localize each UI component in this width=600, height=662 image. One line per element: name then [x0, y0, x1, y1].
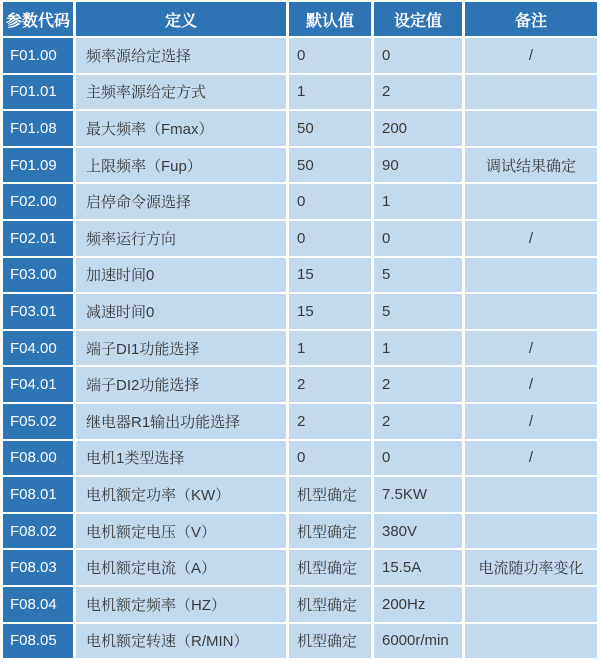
default-value-cell: 机型确定: [289, 587, 371, 622]
param-code-cell: F01.09: [3, 148, 73, 183]
table-row: [3, 404, 597, 439]
default-value-cell: 15: [289, 294, 371, 329]
default-value-cell: 0: [289, 441, 371, 476]
default-value-cell: 机型确定: [289, 514, 371, 549]
set-value-cell: 200Hz: [374, 587, 462, 622]
definition-cell: 端子DI2功能选择: [76, 367, 286, 402]
set-value-cell: 6000r/min: [374, 624, 462, 659]
table-row: [3, 477, 597, 512]
default-value-cell: 1: [289, 331, 371, 366]
definition-cell: 减速时间0: [76, 294, 286, 329]
param-code-cell: F03.00: [3, 258, 73, 293]
note-cell: [465, 75, 597, 110]
note-cell: /: [465, 331, 597, 366]
note-cell: 电流随功率变化: [465, 550, 597, 585]
note-cell: [465, 477, 597, 512]
note-cell: /: [465, 221, 597, 256]
param-code-cell: F08.03: [3, 550, 73, 585]
definition-cell: 主频率源给定方式: [76, 75, 286, 110]
default-value-cell: 0: [289, 38, 371, 73]
param-code-cell: F08.05: [3, 624, 73, 659]
definition-cell: 最大频率（Fmax）: [76, 111, 286, 146]
param-code-cell: F01.08: [3, 111, 73, 146]
table-row: [3, 624, 597, 659]
definition-cell: 端子DI1功能选择: [76, 331, 286, 366]
default-value-cell: 0: [289, 221, 371, 256]
definition-cell: 启停命令源选择: [76, 184, 286, 219]
definition-cell: 电机额定功率（KW）: [76, 477, 286, 512]
note-cell: [465, 514, 597, 549]
default-value-cell: 0: [289, 184, 371, 219]
column-header-default-value: 默认值: [289, 2, 371, 36]
definition-cell: 频率运行方向: [76, 221, 286, 256]
note-cell: /: [465, 38, 597, 73]
set-value-cell: 5: [374, 294, 462, 329]
note-cell: /: [465, 367, 597, 402]
param-code-cell: F02.01: [3, 221, 73, 256]
param-code-cell: F08.01: [3, 477, 73, 512]
set-value-cell: 15.5A: [374, 550, 462, 585]
column-header-set-value: 设定值: [374, 2, 462, 36]
definition-cell: 频率源给定选择: [76, 38, 286, 73]
param-code-cell: F01.01: [3, 75, 73, 110]
column-header-definition: 定义: [76, 2, 286, 36]
table-row: [3, 294, 597, 329]
set-value-cell: 0: [374, 38, 462, 73]
param-code-cell: F04.01: [3, 367, 73, 402]
table-row: [3, 331, 597, 366]
note-cell: 调试结果确定: [465, 148, 597, 183]
set-value-cell: 0: [374, 221, 462, 256]
param-code-cell: F05.02: [3, 404, 73, 439]
default-value-cell: 50: [289, 148, 371, 183]
note-cell: [465, 587, 597, 622]
set-value-cell: 380V: [374, 514, 462, 549]
definition-cell: 电机额定电压（V）: [76, 514, 286, 549]
table-row: [3, 38, 597, 73]
table-row: [3, 441, 597, 476]
table-row: [3, 221, 597, 256]
definition-cell: 电机额定频率（HZ）: [76, 587, 286, 622]
note-cell: [465, 294, 597, 329]
param-code-cell: F01.00: [3, 38, 73, 73]
definition-cell: 电机额定电流（A）: [76, 550, 286, 585]
note-cell: /: [465, 441, 597, 476]
param-code-cell: F08.04: [3, 587, 73, 622]
table-row: [3, 184, 597, 219]
definition-cell: 电机额定转速（R/MIN）: [76, 624, 286, 659]
note-cell: [465, 624, 597, 659]
param-code-cell: F03.01: [3, 294, 73, 329]
set-value-cell: 7.5KW: [374, 477, 462, 512]
table-row: [3, 587, 597, 622]
set-value-cell: 2: [374, 404, 462, 439]
set-value-cell: 200: [374, 111, 462, 146]
set-value-cell: 0: [374, 441, 462, 476]
note-cell: [465, 258, 597, 293]
default-value-cell: 50: [289, 111, 371, 146]
param-code-cell: F08.00: [3, 441, 73, 476]
default-value-cell: 2: [289, 367, 371, 402]
definition-cell: 继电器R1输出功能选择: [76, 404, 286, 439]
default-value-cell: 机型确定: [289, 550, 371, 585]
note-cell: [465, 111, 597, 146]
note-cell: [465, 184, 597, 219]
default-value-cell: 15: [289, 258, 371, 293]
set-value-cell: 5: [374, 258, 462, 293]
set-value-cell: 1: [374, 331, 462, 366]
default-value-cell: 2: [289, 404, 371, 439]
definition-cell: 上限频率（Fup）: [76, 148, 286, 183]
table-row: [3, 550, 597, 585]
table-row: [3, 258, 597, 293]
set-value-cell: 2: [374, 367, 462, 402]
header-row: [3, 2, 597, 36]
table-body: [3, 38, 597, 658]
param-code-cell: F08.02: [3, 514, 73, 549]
param-code-cell: F04.00: [3, 331, 73, 366]
table-row: [3, 111, 597, 146]
set-value-cell: 1: [374, 184, 462, 219]
set-value-cell: 90: [374, 148, 462, 183]
param-code-cell: F02.00: [3, 184, 73, 219]
note-cell: /: [465, 404, 597, 439]
column-header-param-code: 参数代码: [3, 2, 73, 36]
column-header-note: 备注: [465, 2, 597, 36]
table-row: [3, 367, 597, 402]
table-row: [3, 75, 597, 110]
default-value-cell: 1: [289, 75, 371, 110]
default-value-cell: 机型确定: [289, 624, 371, 659]
definition-cell: 电机1类型选择: [76, 441, 286, 476]
definition-cell: 加速时间0: [76, 258, 286, 293]
table-row: [3, 514, 597, 549]
default-value-cell: 机型确定: [289, 477, 371, 512]
set-value-cell: 2: [374, 75, 462, 110]
table-row: [3, 148, 597, 183]
